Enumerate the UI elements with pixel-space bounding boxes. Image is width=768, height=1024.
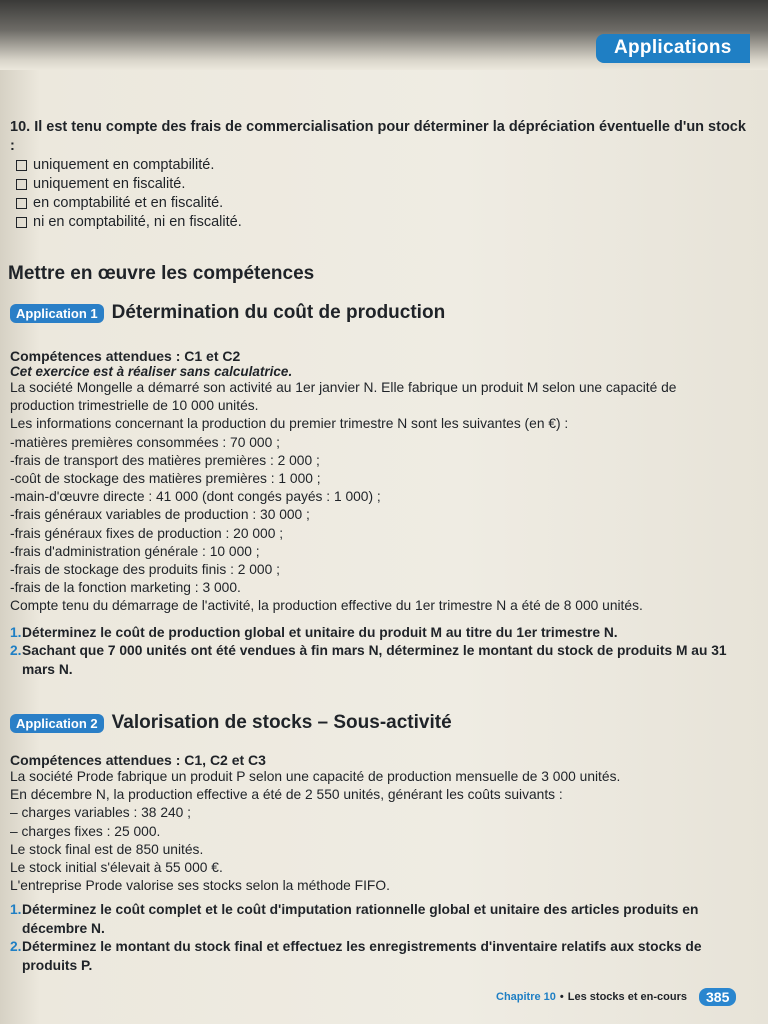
option-checkbox-4[interactable]: ni en comptabilité, ni en fiscalité. — [16, 213, 242, 232]
checkbox-icon[interactable] — [16, 198, 27, 209]
application-1-competences: Compétences attendues : C1 et C2 — [10, 348, 241, 364]
option-checkbox-3[interactable]: en comptabilité et en fiscalité. — [16, 194, 242, 213]
application-1-closing: Compte tenu du démarrage de l'activité, la production effective du 1er trimestre N a été de 8 000 unités. — [10, 598, 643, 614]
page-footer — [496, 988, 736, 1006]
application-2-statement: La société Prode fabrique un produit P selon une capacité de production mensuelle de 3 000 unités. En décembre N, la production effective a été de 2 550 unités, générant les coûts suivants : – charges variables : 38 240 ; – charges fixes : 25 000. Le stock final est de 850 unités. Le stock initial s'élevait à 55 000 €. L'entreprise Prode valorise ses stocks selon la méthode FIFO. — [10, 769, 621, 894]
footer-chapter: Chapitre 10 — [496, 991, 556, 1003]
application-1 — [10, 302, 755, 679]
application-1-instruction: Cet exercice est à réaliser sans calculatrice. — [10, 364, 293, 379]
footer-separator: • — [559, 991, 564, 1003]
option-checkbox-1[interactable]: uniquement en comptabilité. — [16, 156, 242, 175]
application-2-question-2: 2. Déterminez le montant du stock final et effectuez les enregistrements d'inventaire relatifs aux stocks de produits P. — [10, 939, 702, 973]
application-1-badge: Application 1 — [10, 304, 104, 323]
checkbox-icon[interactable] — [16, 160, 27, 171]
checkbox-icon[interactable] — [16, 217, 27, 228]
list-item: -frais de transport des matières premières : 2 000 ; — [10, 452, 320, 468]
list-item: -frais généraux variables de production : 30 000 ; — [10, 507, 310, 523]
application-2-badge: Application 2 — [10, 714, 104, 733]
question-10-text: Il est tenu compte des frais de commercialisation pour déterminer la dépréciation éventuelle d'un stock : — [10, 119, 746, 154]
section-header-label: Applications — [596, 34, 750, 63]
application-1-question-2: 2. Sachant que 7 000 unités ont été vendues à fin mars N, déterminez le montant du stock de produits M au 31 mars N. — [10, 643, 727, 677]
application-1-title: Détermination du coût de production — [111, 302, 446, 323]
list-item: -frais de la fonction marketing : 3 000. — [10, 580, 241, 596]
application-1-intro: La société Mongelle a démarré son activité au 1er janvier N. Elle fabrique un produit M selon une capacité de production trimestrielle de 10 000 unités. Les informations concernant la production du premier trimestre N sont les suivantes (en €) : — [10, 380, 677, 432]
application-1-cost-list — [10, 434, 755, 598]
page-number: 385 — [699, 988, 736, 1006]
list-item: -matières premières consommées : 70 000 ; — [10, 434, 280, 450]
question-10 — [10, 118, 750, 156]
checkbox-icon[interactable] — [16, 179, 27, 190]
question-10-options — [16, 156, 242, 232]
section-title: Mettre en œuvre les compétences — [8, 263, 315, 284]
list-item: -coût de stockage des matières premières : 1 000 ; — [10, 471, 321, 487]
footer-title: Les stocks et en-cours — [567, 991, 687, 1003]
application-2-competences: Compétences attendues : C1, C2 et C3 — [10, 752, 266, 768]
application-2-title: Valorisation de stocks – Sous-activité — [111, 712, 452, 733]
option-checkbox-2[interactable]: uniquement en fiscalité. — [16, 175, 242, 194]
list-item: -main-d'œuvre directe : 41 000 (dont congés payés : 1 000) ; — [10, 489, 381, 505]
application-2-question-1: 1. Déterminez le coût complet et le coût d'imputation rationnelle global et unitaire des articles produits en décembre N. — [10, 902, 699, 936]
question-10-number: 10. — [10, 119, 31, 135]
list-item: -frais généraux fixes de production : 20 000 ; — [10, 525, 284, 541]
application-2 — [10, 712, 755, 975]
list-item: -frais de stockage des produits finis : 2 000 ; — [10, 562, 280, 578]
list-item: -frais d'administration générale : 10 000 ; — [10, 543, 260, 559]
application-1-question-1: 1. Déterminez le coût de production global et unitaire du produit M au titre du 1er trimestre N. — [10, 624, 618, 640]
